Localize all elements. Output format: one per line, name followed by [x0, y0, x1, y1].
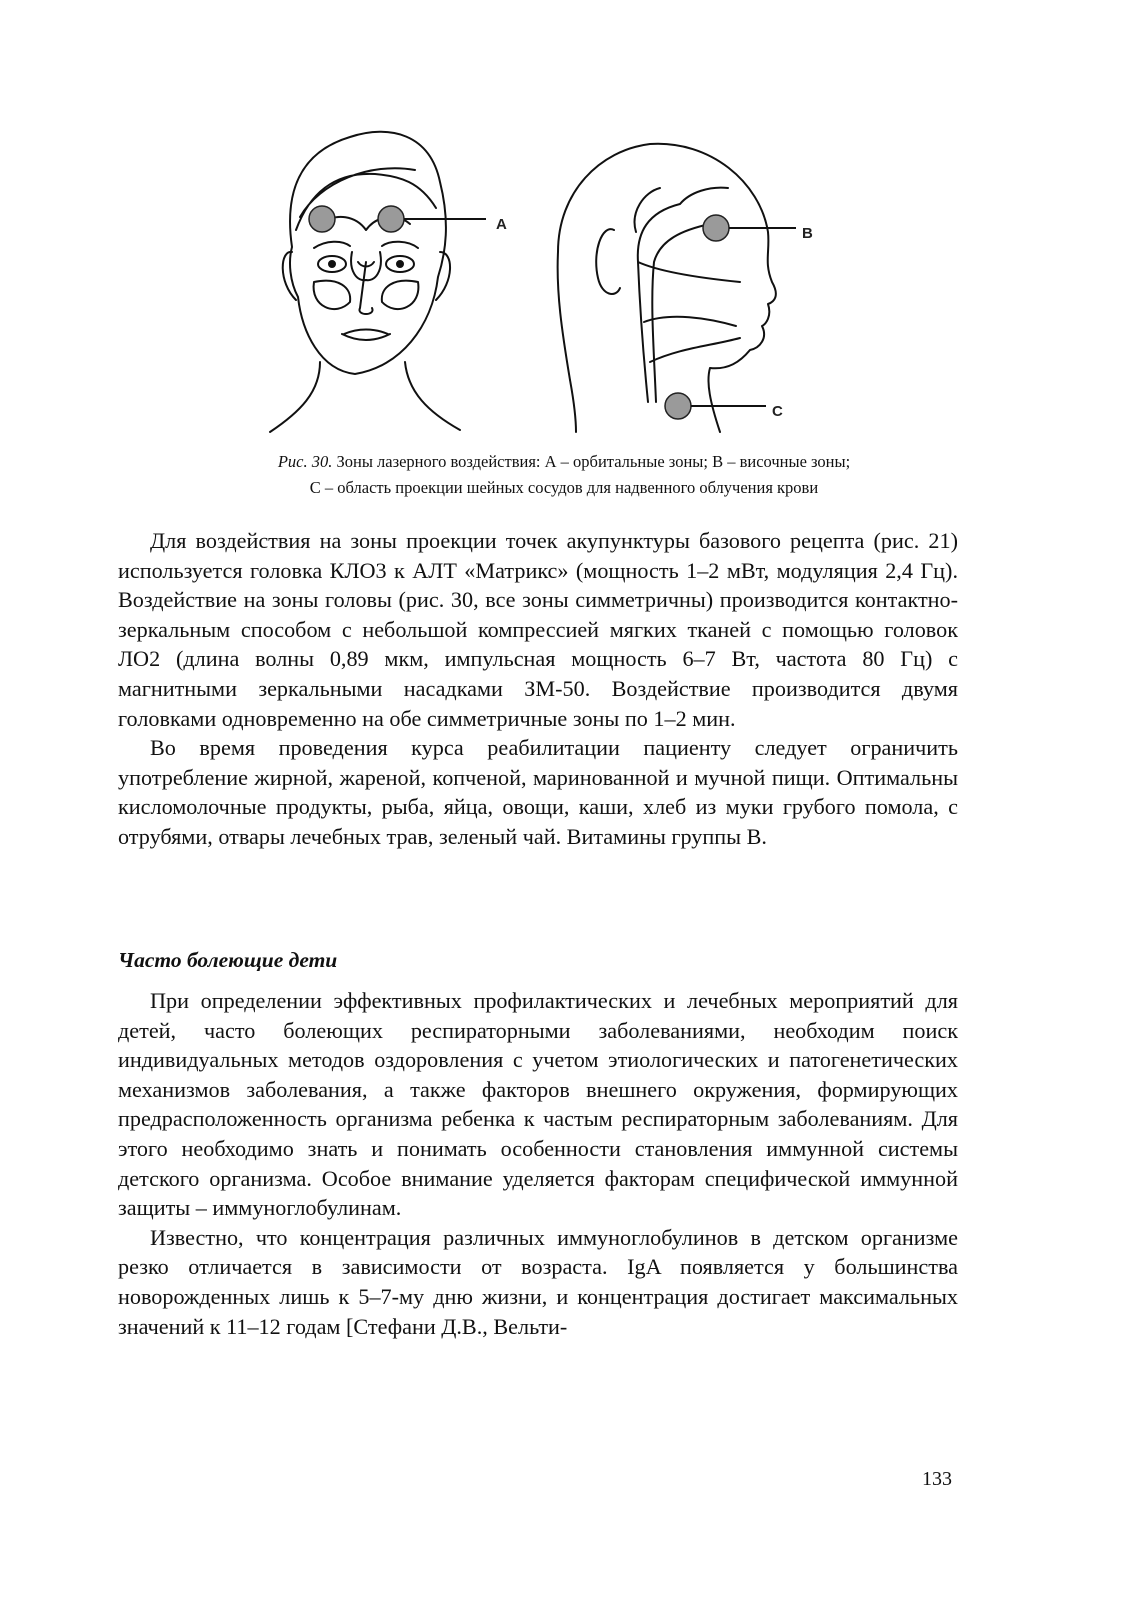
- head-diagram: [240, 112, 840, 444]
- zone-b-marker: [703, 215, 729, 241]
- zone-c-label: C: [772, 403, 783, 420]
- zone-a-right-marker: [378, 206, 404, 232]
- profile-ear: [596, 229, 620, 294]
- caption-line-1: [150, 449, 978, 475]
- zone-b-label: B: [802, 225, 813, 242]
- caption-line-2: С – область проекции шейных сосудов для надвенного облучения крови: [309, 478, 819, 497]
- paragraph-3: При определении эффективных профилактических и лечебных мероприятий для детей, часто болеющих респираторными заболеваниями, необходим поиск индивидуальных методов оздоровления с учетом этиологических и патогенетических механизмов заболевания, а также факторов внешнего окружения, формирующих предрасположенность организма ребенка к частым респираторным заболеваниям. Для этого необходимо знать и понимать особенности становления иммунной системы детского организма. Особое внимание уделяется факторам специфической иммунной защиты – иммуноглобулинам.: [118, 988, 958, 1221]
- section-heading: Часто болеющие дети: [118, 948, 338, 972]
- main-text-block: [118, 526, 958, 852]
- profile-head-outline: [558, 144, 776, 432]
- front-nose: [359, 262, 372, 314]
- front-face-outline: [290, 132, 446, 374]
- section-text-block: [118, 986, 958, 1341]
- paragraph-4: Известно, что концентрация различных иммуноглобулинов в детском организме резко отличается в зависимости от возраста. IgA появляется у большинства новорожденных лишь к 5–7-му дню жизни, и концентрация достигает максимальных значений к 11–12 годам [Стефани Д.В., Вельти-: [118, 1224, 958, 1339]
- profile-neck-back: [570, 380, 576, 432]
- paragraph-2: Во время проведения курса реабилитации пациенту следует ограничить употребление жирной, жареной, копченой, маринованной и мучной пищи. Оптимальны кисломолочные продукты, рыба, яйца, овощи, каши, хлеб из муки грубого помола, с отрубями, отвары лечебных трав, зеленый чай. Витамины группы В.: [118, 735, 958, 849]
- zone-a-label: A: [496, 216, 507, 233]
- zone-a-left-marker: [309, 206, 335, 232]
- maxillary-sinus-right: [382, 281, 419, 309]
- caption-line-1-text: Зоны лазерного воздействия: А – орбитальные зоны; В – височные зоны;: [336, 452, 851, 471]
- zone-c-marker: [665, 393, 691, 419]
- laser-zones-figure: [240, 112, 840, 444]
- paragraph-1: Для воздействия на зоны проекции точек акупунктуры базового рецепта (рис. 21) используется головка КЛО3 к АЛТ «Матрикс» (мощность 1–2 мВт, модуляция 2,4 Гц). Воздействие на зоны головы (рис. 30, все зоны симметричны) производится контактно-зеркальным способом с небольшой компрессией мягких тканей с помощью головок ЛО2 (длина волны 0,89 мкм, импульсная мощность 6–7 Вт, частота 80 Гц) с магнитными зеркальными насадками ЗМ-50. Воздействие производится двумя головками одновременно на обе симметричные зоны по 1–2 мин.: [118, 528, 958, 731]
- caption-prefix: Рис. 30.: [277, 452, 333, 471]
- maxillary-sinus-left: [314, 281, 351, 309]
- page-number: 133: [922, 1468, 952, 1490]
- figure-caption: [150, 449, 978, 501]
- front-mouth: [342, 330, 390, 341]
